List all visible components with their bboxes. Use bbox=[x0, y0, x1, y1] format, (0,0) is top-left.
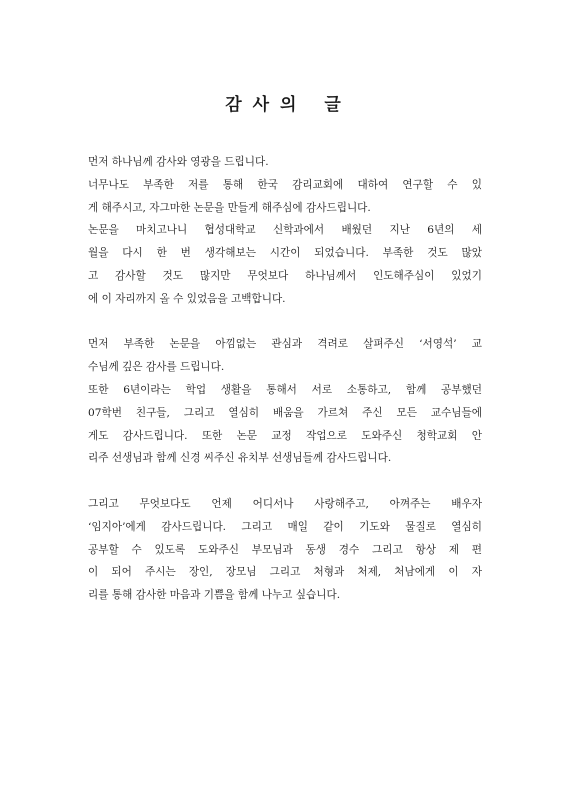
paragraph-line: 먼저 부족한 논문을 아낌없는 관심과 격려로 살펴주신 ‘서영석’ 교 bbox=[88, 338, 482, 351]
paragraph-line: 게도 감사드립니다. 또한 논문 교정 작업으로 도와주신 청학교회 안 bbox=[88, 429, 482, 442]
paragraph-line: 이 되어 주시는 장인, 장모님 그리고 처형과 처제, 처남에게 이 자 bbox=[88, 566, 482, 579]
paragraph-line: 너무나도 부족한 저를 통해 한국 감리교회에 대하여 연구할 수 있 bbox=[88, 178, 482, 191]
paragraph-line: 논문을 마치고나니 협성대학교 신학과에서 배웠던 지난 6년의 세 bbox=[88, 224, 482, 237]
paragraph-gap bbox=[88, 311, 482, 334]
paragraph-line: 에 이 자리까지 올 수 있었음을 고백합니다. bbox=[88, 292, 286, 305]
paragraph-line: 수님께 깊은 감사를 드립니다. bbox=[88, 361, 225, 374]
paragraph-line: 또한 6년이라는 학업 생활을 통해서 서로 소통하고, 함께 공부했던 bbox=[88, 383, 482, 396]
paragraph-line: 게 해주시고, 자그마한 논문을 만들게 해주심에 감사드립니다. bbox=[88, 201, 371, 214]
paragraph-line: 그리고 무엇보다도 언제 어디서나 사랑해주고, 아껴주는 배우자 bbox=[88, 497, 482, 510]
paragraph-gap bbox=[88, 470, 482, 493]
paragraph-line: ‘임지아’에게 감사드립니다. 그리고 매일 같이 기도와 물질로 열심히 bbox=[88, 520, 482, 533]
paragraph-line: 고 감사할 것도 많지만 무엇보다 하나님께서 인도해주심이 있었기 bbox=[88, 269, 482, 282]
paragraph-line: 07학번 친구들, 그리고 열심히 배움을 가르쳐 주신 모든 교수님들에 bbox=[88, 406, 482, 419]
paragraph-line: 공부할 수 있도록 도와주신 부모님과 동생 경수 그리고 항상 제 편 bbox=[88, 543, 482, 556]
acknowledgement-body bbox=[88, 151, 482, 607]
paragraph-line: 리주 선생님과 함께 신경 씨주신 유치부 선생님들께 감사드립니다. bbox=[88, 452, 392, 465]
page-title: 감사의 글 bbox=[225, 95, 352, 115]
paragraph-line: 리를 통해 감사한 마음과 기쁨을 함께 나누고 싶습니다. bbox=[88, 589, 341, 602]
paragraph-line: 먼저 하나님께 감사와 영광을 드립니다. bbox=[88, 156, 269, 168]
paragraph-line: 월을 다시 한 번 생각해보는 시간이 되었습니다. 부족한 것도 많았 bbox=[88, 247, 482, 260]
